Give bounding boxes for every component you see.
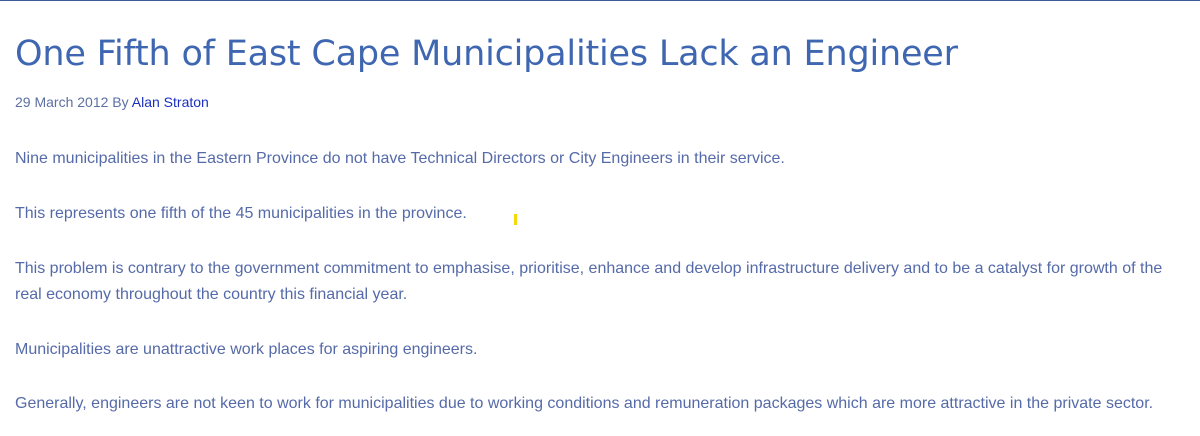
text-cursor-highlight bbox=[514, 214, 517, 225]
publish-date: 29 March 2012 bbox=[15, 94, 109, 110]
paragraph-1: Nine municipalities in the Eastern Province do not have Technical Directors or City Engineers in their service. bbox=[15, 150, 785, 167]
paragraph-3-line-2: real economy throughout the country this financial year. bbox=[15, 286, 408, 303]
article-meta bbox=[15, 92, 209, 112]
top-divider bbox=[0, 0, 1200, 1]
article-title: One Fifth of East Cape Municipalities Lack an Engineer bbox=[15, 34, 958, 74]
by-label: By bbox=[112, 94, 129, 110]
paragraph-3-line-1: This problem is contrary to the government commitment to emphasise, prioritise, enhance and develop infrastructure delivery and to be a catalyst for growth of the bbox=[15, 260, 1163, 277]
author-link[interactable]: Alan Straton bbox=[131, 94, 209, 110]
paragraph-2: This represents one fifth of the 45 municipalities in the province. bbox=[15, 205, 467, 222]
paragraph-5: Generally, engineers are not keen to work for municipalities due to working conditions and remuneration packages which are more attractive in the private sector. bbox=[15, 395, 1154, 412]
paragraph-4: Municipalities are unattractive work places for aspiring engineers. bbox=[15, 341, 478, 358]
paragraph-3 bbox=[15, 256, 1162, 308]
